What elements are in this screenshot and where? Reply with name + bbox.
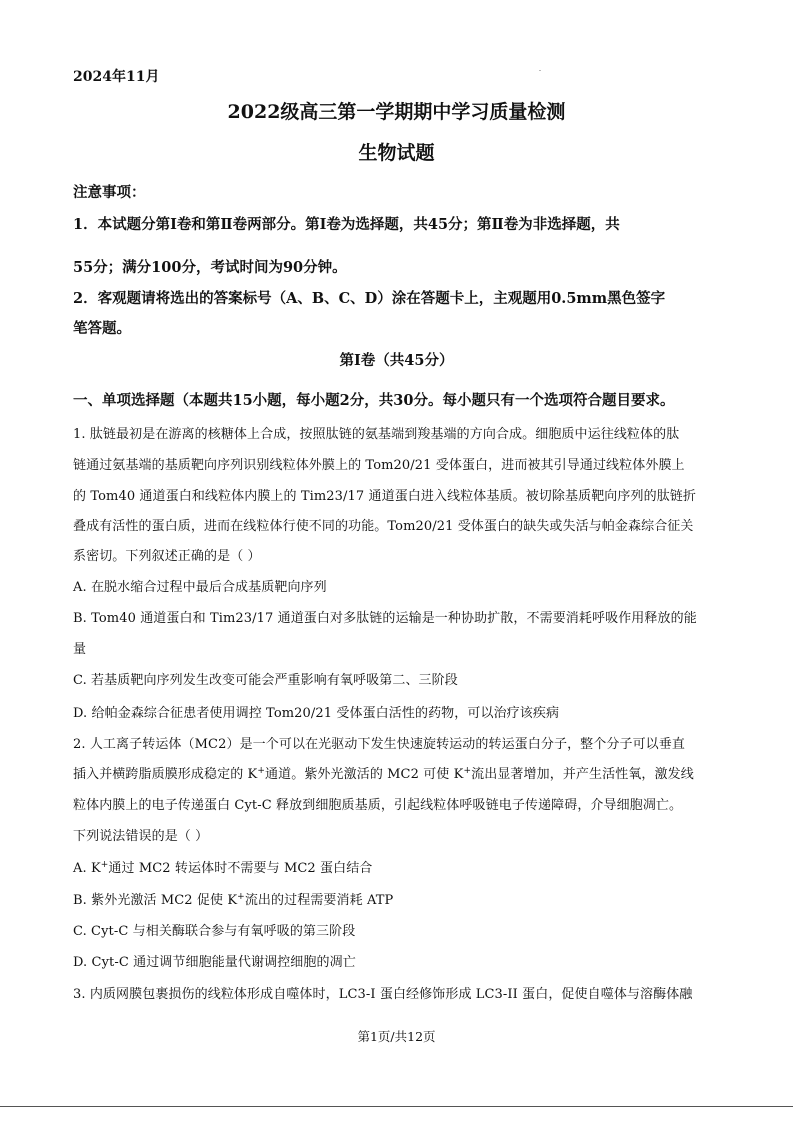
q1-option-a: A. 在脱水缩合过程中最后合成基质靶向序列 — [73, 580, 327, 595]
q2-line-3: 粒体内膜上的电子传递蛋白 Cyt-C 释放到细胞质基质，引起线粒体呼吸链电子传递障碍，介导细胞凋亡。 — [73, 798, 683, 813]
notice-item2-line2: 笔答题。 — [73, 320, 131, 337]
q2-option-b — [73, 889, 393, 908]
k-ion-superscript: + — [100, 860, 109, 870]
q3-line-1: 3. 内质网膜包裹损伤的线粒体形成自噬体时，LC3-I 蛋白经修饰形成 LC3-II 蛋白，促使自噬体与溶酶体融 — [73, 987, 693, 1002]
scan-speck — [539, 70, 541, 71]
q2-option-b-prefix: B. 紫外光激活 MC2 促使 K — [73, 893, 238, 908]
notice-item2-line1: 2．客观题请将选出的答案标号（A、B、C、D）涂在答题卡上，主观题用0.5mm黑色签字 — [73, 290, 666, 307]
k-ion-superscript: + — [463, 766, 472, 776]
q1-option-b-line2: 量 — [73, 642, 87, 657]
bottom-divider — [0, 1106, 793, 1107]
q2-option-a-prefix: A. K — [73, 861, 101, 876]
q2-line2-part1: 插入并横跨脂质膜形成稳定的 K — [73, 767, 258, 782]
q1-option-c: C. 若基质靶向序列发生改变可能会严重影响有氧呼吸第二、三阶段 — [73, 673, 458, 688]
k-ion-superscript: + — [257, 766, 266, 776]
q2-line2-part3: 流出显著增加，并产生活性氧，激发线 — [471, 767, 694, 782]
q2-option-b-text: 流出的过程需要消耗 ATP — [244, 893, 394, 908]
q1-option-d: D. 给帕金森综合征患者使用调控 Tom20/21 受体蛋白活性的药物，可以治疗该疾病 — [73, 706, 560, 721]
q2-line-1: 2. 人工离子转运体（MC2）是一个可以在光驱动下发生快速旋转运动的转运蛋白分子，整个分子可以垂直 — [73, 737, 685, 752]
exam-title: 2022级高三第一学期期中学习质量检测 — [227, 101, 566, 123]
q2-line-4: 下列说法错误的是（ ） — [73, 829, 209, 844]
q2-option-c: C. Cyt-C 与相关酶联合参与有氧呼吸的第三阶段 — [73, 924, 356, 939]
q1-line-4: 叠成有活性的蛋白质，进而在线粒体行使不同的功能。Tom20/21 受体蛋白的缺失或失活与帕金森综合征关 — [73, 519, 694, 534]
q2-line-2 — [73, 763, 694, 782]
exam-date: 2024年11月 — [73, 69, 160, 85]
part1-heading: 一、单项选择题（本题共15小题，每小题2分，共30分。每小题只有一个选项符合题目要求。 — [73, 392, 675, 409]
k-ion-superscript: + — [237, 892, 245, 902]
section-title: 第Ⅰ卷（共45分） — [339, 352, 454, 369]
q1-line-3: 的 Tom40 通道蛋白和线粒体内膜上的 Tim23/17 通道蛋白进入线粒体基质。被切除基质靶向序列的肽链折 — [73, 489, 697, 504]
q1-option-b-line1: B. Tom40 通道蛋白和 Tim23/17 通道蛋白对多肽链的运输是一种协助扩散，不需要消耗呼吸作用释放的能 — [73, 611, 697, 626]
q1-line-5: 系密切。下列叙述正确的是（ ） — [73, 549, 261, 564]
q2-option-d: D. Cyt-C 通过调节细胞能量代谢调控细胞的凋亡 — [73, 955, 356, 970]
exam-subject: 生物试题 — [358, 142, 435, 164]
notice-heading: 注意事项： — [73, 184, 146, 201]
q2-line2-part2: 通道。紫外光激活的 MC2 可使 K — [265, 767, 464, 782]
q2-option-a — [73, 857, 372, 876]
q1-line-2: 链通过氨基端的基质靶向序列识别线粒体外膜上的 Tom20/21 受体蛋白，进而被其引导通过线粒体外膜上 — [73, 458, 685, 473]
notice-item1-line1: 1．本试题分第Ⅰ卷和第Ⅱ卷两部分。第Ⅰ卷为选择题，共45分；第Ⅱ卷为非选择题，共 — [73, 216, 620, 233]
notice-item1-line2: 55分；满分100分，考试时间为90分钟。 — [73, 259, 347, 276]
q2-option-a-text: 通过 MC2 转运体时不需要与 MC2 蛋白结合 — [108, 861, 373, 876]
page-number: 第1页/共12页 — [357, 1029, 436, 1044]
q1-line-1: 1. 肽链最初是在游离的核糖体上合成，按照肽链的氨基端到羧基端的方向合成。细胞质中运往线粒体的肽 — [73, 427, 680, 442]
